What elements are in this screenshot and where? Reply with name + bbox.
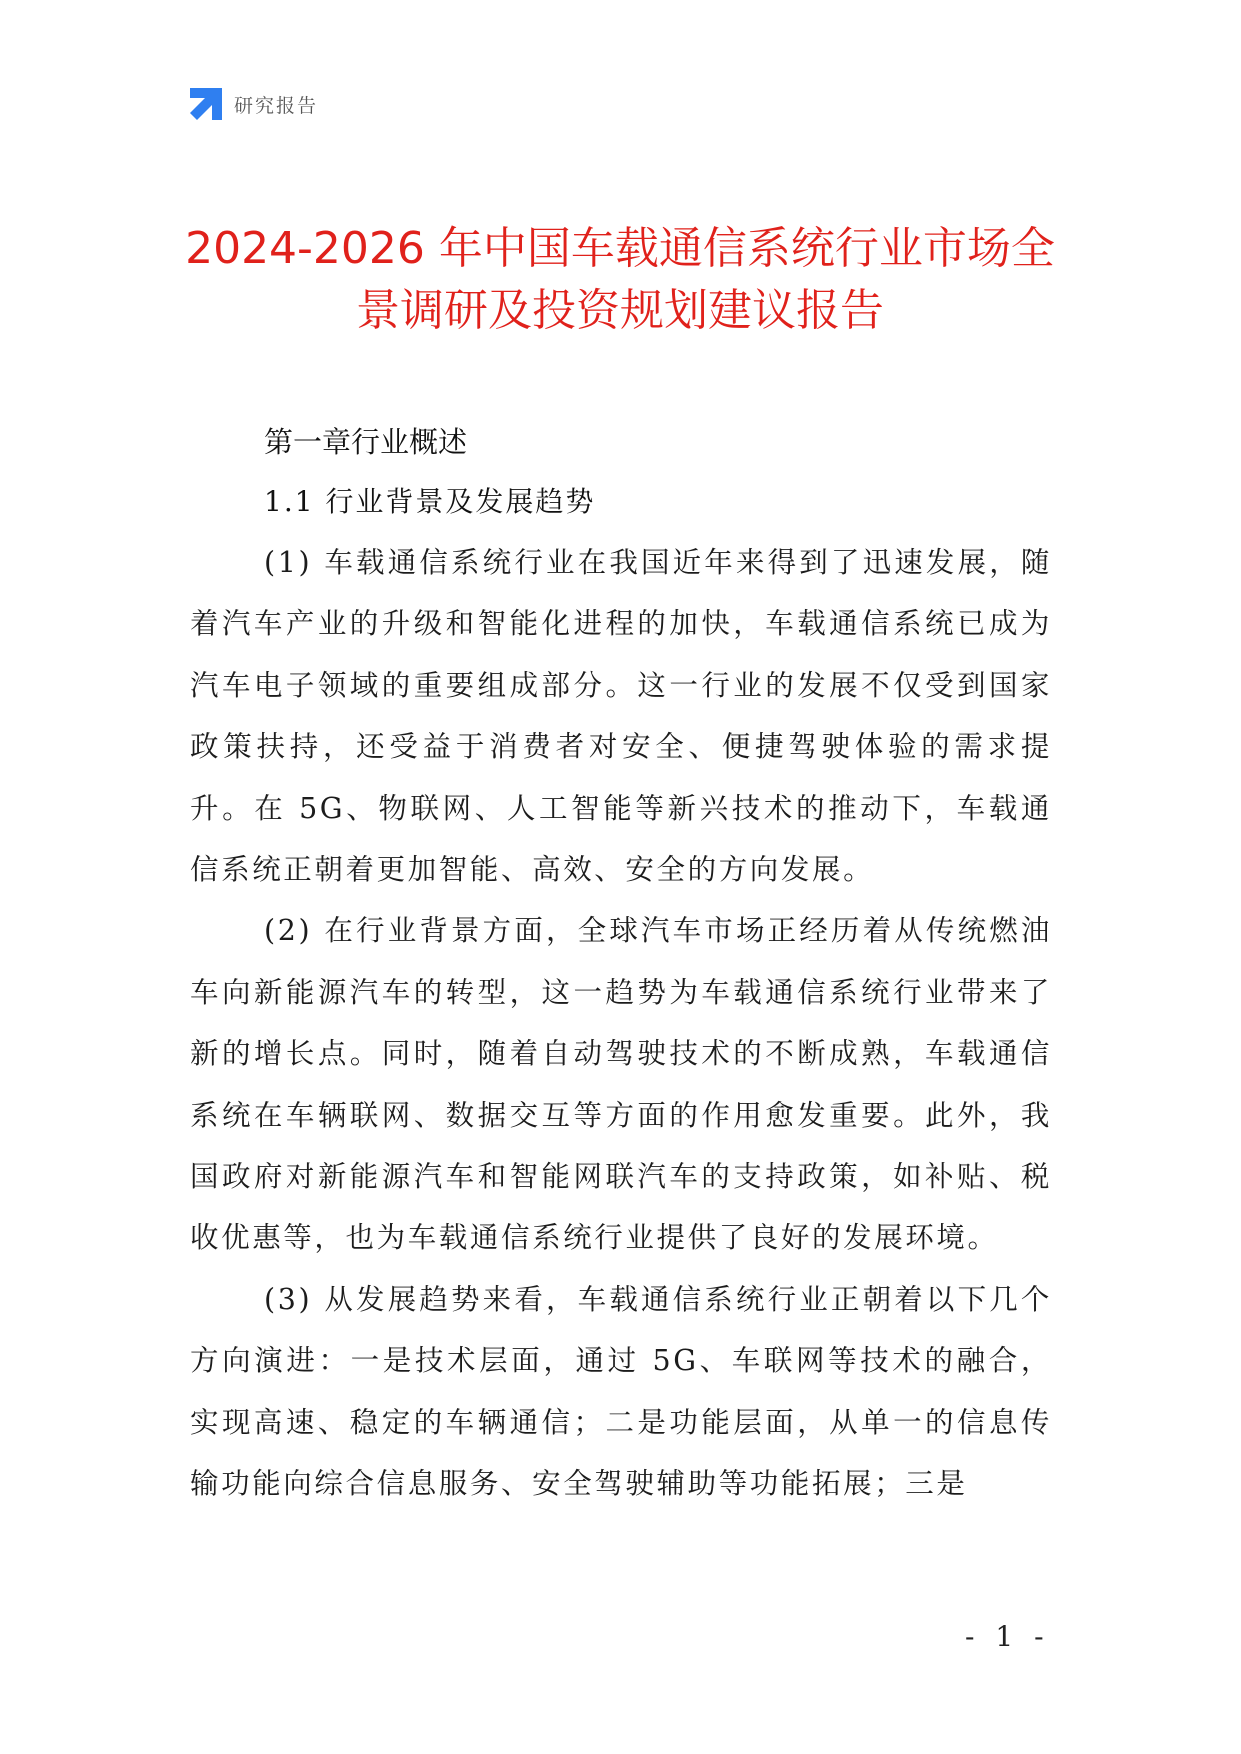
page-header (190, 88, 318, 120)
arrow-up-right-icon (190, 88, 222, 120)
header-label: 研究报告 (234, 94, 319, 117)
chapter-heading: 第一章行业概述 (264, 425, 468, 459)
page-number: - 1 - (965, 1620, 1050, 1653)
report-title (150, 218, 1090, 342)
title-line-2: 景调研及投资规划建议报告 (356, 285, 884, 336)
paragraph-1: (1) 车载通信系统行业在我国近年来得到了迅速发展，随着汽车产业的升级和智能化进程的加快，车载通信系统已成为汽车电子领域的重要组成部分。这一行业的发展不仅受到国家政策扶持，还受益于消费者对安全、便捷驾驶体验的需求提升。在 5G、物联网、人工智能等新兴技术的推动下，车载通信系统正朝着更加智能、高效、安全的方向发展。 (190, 546, 1052, 887)
paragraph-3: (3) 从发展趋势来看，车载通信系统行业正朝着以下几个方向演进：一是技术层面，通过 5G、车联网等技术的融合，实现高速、稳定的车辆通信；二是功能层面，从单一的信息传输功能向综合信息服务、安全驾驶辅助等功能拓展；三是 (190, 1282, 1052, 1501)
paragraph-2: (2) 在行业背景方面，全球汽车市场正经历着从传统燃油车向新能源汽车的转型，这一趋势为车载通信系统行业带来了新的增长点。同时，随着自动驾驶技术的不断成熟，车载通信系统在车辆联网、数据交互等方面的作用愈发重要。此外，我国政府对新能源汽车和智能网联汽车的支持政策，如补贴、税收优惠等，也为车载通信系统行业提供了良好的发展环境。 (190, 914, 1052, 1255)
section-heading: 1.1 行业背景及发展趋势 (264, 485, 596, 518)
title-line-1: 2024-2026 年中国车载通信系统行业市场全 (185, 223, 1055, 274)
document-body (190, 412, 1052, 1515)
